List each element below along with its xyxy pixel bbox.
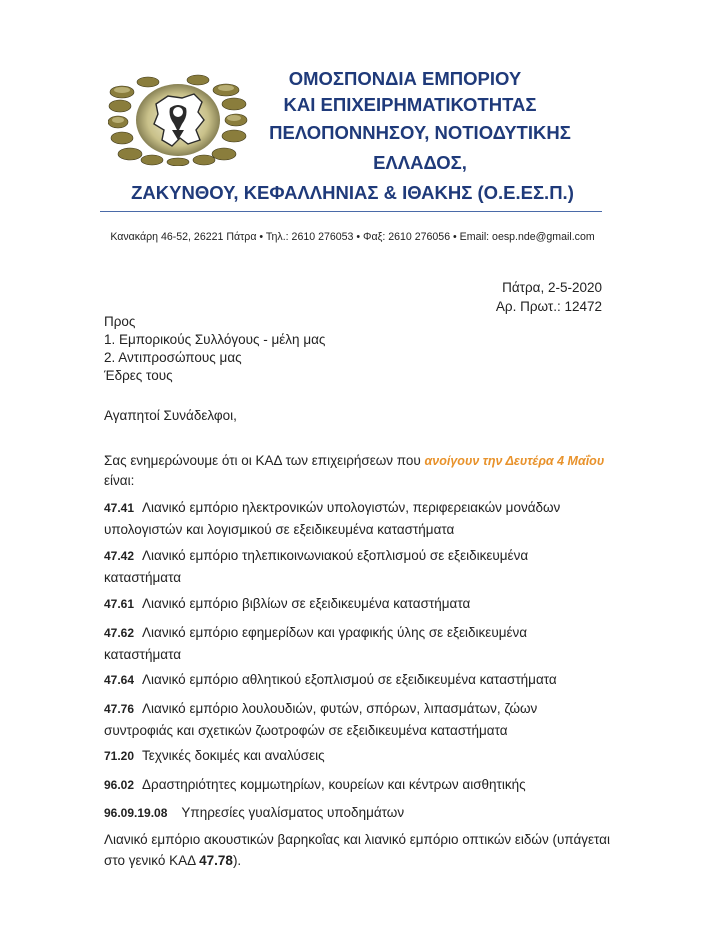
kad-item (104, 669, 604, 691)
recipient-line-1: 1. Εμπορικούς Συλλόγους - μέλη μας (104, 332, 326, 347)
final-note-text: Λιανικό εμπόριο ακουστικών βαρηκοΐας και λιανικό εμπόριο οπτικών ειδών (υπάγεται στο γενικό ΚΑΔ (104, 832, 610, 868)
recipients-to: Προς (104, 314, 136, 329)
intro-paragraph (104, 451, 614, 491)
kad-code: 47.76 (104, 702, 135, 716)
date-block (496, 278, 602, 316)
protocol-number: Αρ. Πρωτ.: 12472 (495, 299, 602, 314)
place-date: Πάτρα, 2-5-2020 (502, 280, 602, 295)
title-line-2: ΚΑΙ ΕΠΙΧΕΙΡΗΜΑΤΙΚΟΤΗΤΑΣ (283, 94, 537, 115)
kad-description: Τεχνικές δοκιμές και αναλύσεις (142, 748, 325, 763)
kad-description: Υπηρεσίες γυαλίσματος υποδημάτων (181, 805, 405, 820)
header-divider (100, 211, 602, 212)
final-note-end: ). (232, 853, 242, 868)
kad-code: 71.20 (104, 749, 135, 763)
title-line-5: ΖΑΚΥΝΘΟΥ, ΚΕΦΑΛΛΗΝΙΑΣ & ΙΘΑΚΗΣ (Ο.Ε.ΕΣ.Π.) (131, 182, 574, 203)
recipients (104, 313, 325, 385)
federation-logo-icon (108, 74, 248, 166)
greeting: Αγαπητοί Συνάδελφοι, (104, 408, 237, 423)
contact-info: Κανακάρη 46-52, 26221 Πάτρα • Τηλ.: 2610 276053 • Φαξ: 2610 276056 • Email: oesp.nde@gmail.com (110, 231, 595, 243)
kad-code: 47.41 (104, 501, 135, 515)
final-note-code: 47.78 (199, 853, 233, 868)
kad-code: 96.02 (104, 778, 135, 792)
kad-item (104, 774, 604, 796)
kad-item (104, 593, 604, 615)
kad-item (104, 745, 604, 767)
intro-highlight: ανοίγουν την Δευτέρα 4 Μαΐου (424, 454, 605, 468)
intro-text-after: είναι: (104, 473, 135, 488)
kad-description: Λιανικό εμπόριο αθλητικού εξοπλισμού σε εξειδικευμένα καταστήματα (142, 672, 557, 687)
kad-code: 47.61 (104, 597, 135, 611)
kad-item (104, 497, 604, 540)
kad-code: 47.62 (104, 626, 135, 640)
kad-description: Λιανικό εμπόριο εφημερίδων και γραφικής ύλης σε εξειδικευμένα καταστήματα (104, 625, 528, 662)
recipient-line-2: 2. Αντιπροσώπους μας (104, 350, 242, 365)
recipient-line-3: Έδρες τους (104, 368, 173, 383)
title-line-3: ΠΕΛΟΠΟΝΝΗΣΟΥ, ΝΟΤΙΟΔΥΤΙΚΗΣ (269, 122, 571, 143)
kad-item (104, 698, 604, 741)
kad-description: Λιανικό εμπόριο λουλουδιών, φυτών, σπόρων, λιπασμάτων, ζώων συντροφιάς και σχετικών ζωοτροφών σε εξειδικευμένα καταστήματα (104, 701, 538, 738)
kad-code: 47.42 (104, 549, 135, 563)
kad-code: 47.64 (104, 673, 135, 687)
title-line-4: ΕΛΛΑΔΟΣ, (373, 152, 467, 173)
intro-text-before: Σας ενημερώνουμε ότι οι ΚΑΔ των επιχειρήσεων που (104, 453, 425, 468)
title-line-1: ΟΜΟΣΠΟΝΔΙΑ ΕΜΠΟΡΙΟΥ (288, 68, 522, 89)
kad-item (104, 545, 604, 588)
kad-description: Λιανικό εμπόριο ηλεκτρονικών υπολογιστών, περιφερειακών μονάδων υπολογιστών και λογισμικού σε εξειδικευμένα καταστήματα (104, 500, 561, 537)
kad-description: Λιανικό εμπόριο βιβλίων σε εξειδικευμένα καταστήματα (142, 596, 471, 611)
kad-description: Δραστηριότητες κομμωτηρίων, κουρείων και κέντρων αισθητικής (142, 777, 526, 792)
kad-item (104, 622, 604, 665)
kad-description: Λιανικό εμπόριο τηλεπικοινωνιακού εξοπλισμού σε εξειδικευμένα καταστήματα (104, 548, 529, 585)
kad-code: 96.09.19.08 (104, 806, 168, 820)
kad-item (104, 802, 604, 824)
final-note (104, 829, 614, 871)
